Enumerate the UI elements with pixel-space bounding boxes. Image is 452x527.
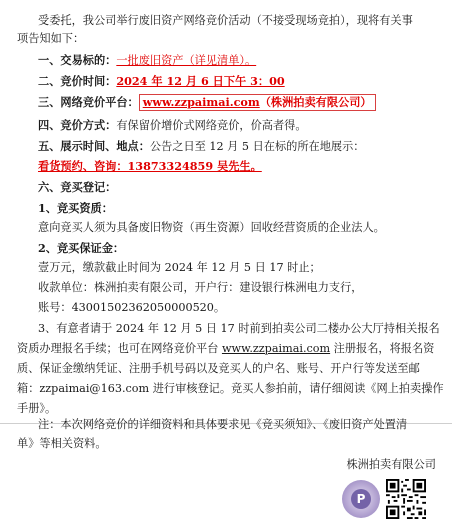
bank-line-2: 账号：43001502362050000520。 xyxy=(38,301,226,314)
item2-value: 2024 年 12 月 6 日下午 3：00 xyxy=(116,74,285,88)
item4-value: 有保留价增价式网络竞价，价高者得。 xyxy=(116,119,307,132)
bank-line-1: 收款单位：株洲拍卖有限公司，开户行：建设银行株洲电力支行， xyxy=(38,281,363,294)
platform-box xyxy=(139,94,376,111)
platform-link[interactable]: www.zzpaimai.com xyxy=(142,95,260,109)
note-line-2: 单》等相关资料。 xyxy=(17,437,107,450)
sub2-label: 2、竞买保证金： xyxy=(38,241,125,255)
note-line-1: 注：本次网络竞价的详细资料和具体要求见《竞买须知》、《废旧资产处置清 xyxy=(38,418,408,431)
company-signature: 株洲拍卖有限公司 xyxy=(346,458,436,471)
item5-label: 五、展示时间、地点： xyxy=(38,139,150,153)
item4-label: 四、竞价方式： xyxy=(38,118,117,132)
sub2-text: 壹万元，缴款截止时间为 2024 年 12 月 5 日 17 时止； xyxy=(38,261,321,274)
item-exhibition xyxy=(38,138,364,155)
qr-code-icon[interactable] xyxy=(386,479,426,519)
para3-line-3: 质、保证金缴纳凭证、注册手机号码以及竞买人的户名、账号、开户行等发送至邮 xyxy=(17,362,420,375)
item-transaction-target xyxy=(38,52,256,69)
para3-line-5: 手册》。 xyxy=(17,402,57,415)
auction-company-seal-icon xyxy=(342,480,380,518)
sub1-text: 意向竞买人须为具备废旧物资（再生资源）回收经营资质的企业法人。 xyxy=(38,221,385,234)
item-bidding-time xyxy=(38,73,285,90)
intro-line-1: 受委托，我公司举行废旧资产网络竞价活动（不接受现场竞拍），现将有关事 xyxy=(38,14,413,27)
platform-company: （株洲拍卖有限公司） xyxy=(259,95,372,109)
item1-value: 一批废旧资产（详见清单）。 xyxy=(116,54,257,67)
item1-label: 一、交易标的： xyxy=(38,53,117,67)
para3-platform-link[interactable]: www.zzpaimai.com xyxy=(221,342,331,355)
item-bidding-method xyxy=(38,117,307,134)
intro-line-2: 项告知如下： xyxy=(17,32,85,45)
item6-label: 六、竞买登记： xyxy=(38,180,117,194)
para3-line-2 xyxy=(17,341,434,357)
item5-contact: 看货预约、咨询：13873324859 吴先生。 xyxy=(38,159,262,173)
para3-line-1: 3、有意者请于 2024 年 12 月 5 日 17 时前到拍卖公司二楼办公大厅持相关报名 xyxy=(38,322,440,335)
para3-line-4: 箱：zzpaimai@163.com 进行审核登记。竞买人参拍前，请仔细阅读《网上拍卖操作 xyxy=(17,382,444,395)
para3-line-2a: 资质办理报名手续；也可在网络竞价平台 xyxy=(17,342,222,355)
seal-center-icon: P xyxy=(351,489,371,509)
item-bidding-platform xyxy=(38,94,376,111)
item2-label: 二、竞价时间： xyxy=(38,74,117,88)
item3-label: 三、网络竞价平台： xyxy=(38,95,139,109)
para3-line-2b: 注册报名，将报名资 xyxy=(330,342,435,355)
item5-value: 公告之日至 12 月 5 日在标的所在地展示： xyxy=(149,140,365,153)
sub1-label: 1、竞买资质： xyxy=(38,201,113,215)
